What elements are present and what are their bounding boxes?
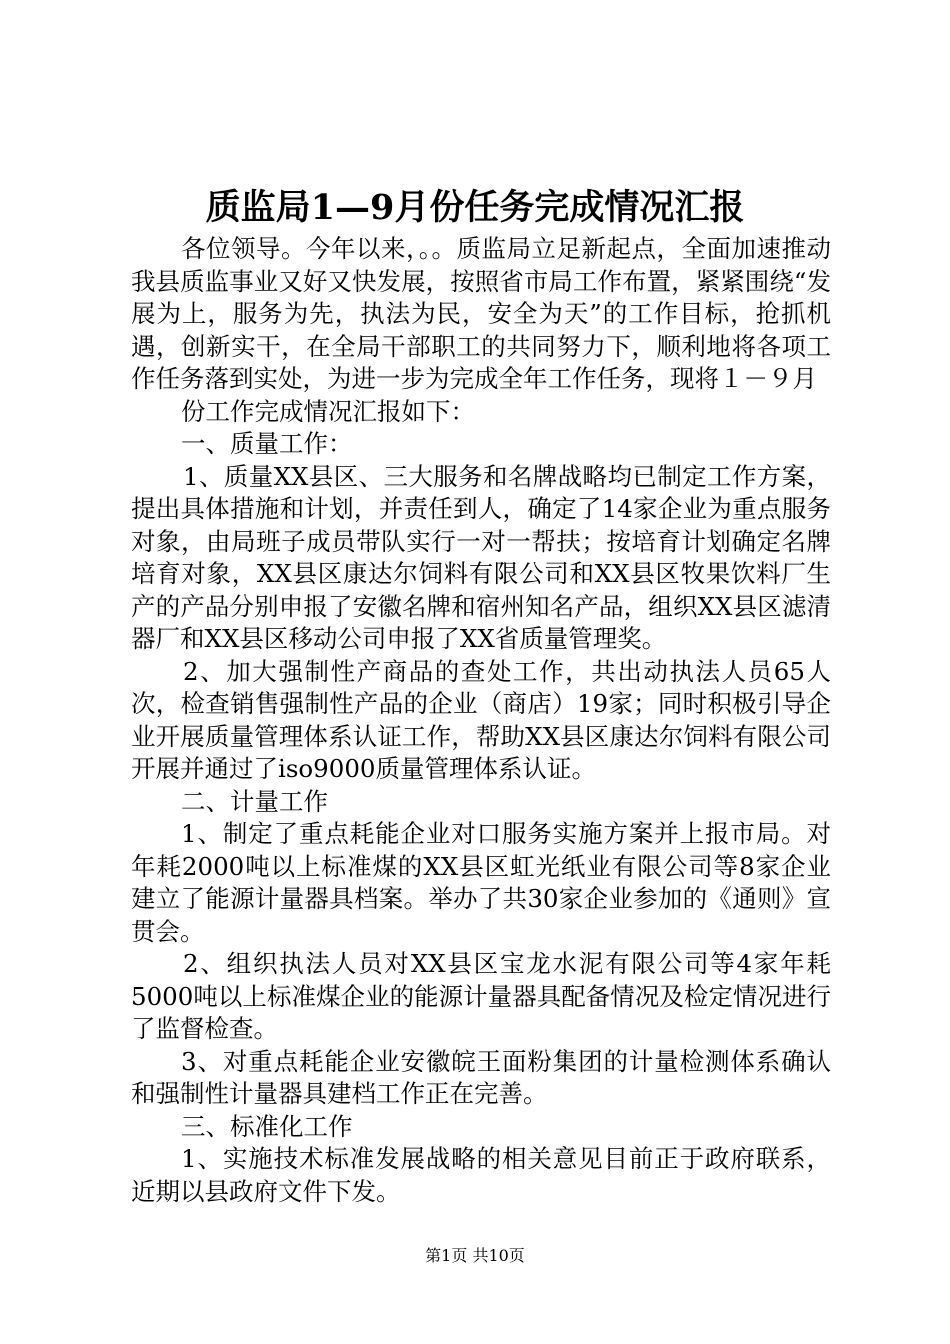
paragraph-intro-continued: 份工作完成情况汇报如下： xyxy=(181,396,475,426)
paragraph-intro: 各位领导。今年以来，。。质监局立足新起点，全面加速推动我县质监事业又好又快发展，按照省市局工作布置，紧紧围绕“发展为上，服务为先，执法为民，安全为天”的工作目标，抢抓机遇，创新实干，在全局干部职工的共同努力下，顺利地将各项工作任务落到实处，为进一步为完成全年工作任务，现将１－９月 xyxy=(131,234,831,393)
document-body xyxy=(131,233,831,1208)
page-footer: 第1页 共10页 xyxy=(425,1246,525,1265)
section-heading-quality: 一、质量工作： xyxy=(181,429,353,458)
section-heading-metrology: 二、计量工作 xyxy=(181,786,328,816)
paragraph-quality-2: 2、加大强制性产商品的查处工作，共出动执法人员65人次，检查销售强制性产品的企业（商店）19家；同时积极引导企业开展质量管理体系认证工作，帮助XX县区康达尔饲料有限公司开展并通过了iso9000质量管理体系认证。 xyxy=(131,656,831,783)
paragraph-quality-1: 1、质量XX县区、三大服务和名牌战略均已制定工作方案，提出具体措施和计划，并责任到人，确定了14家企业为重点服务对象，由局班子成员带队实行一对一帮扶；按培育计划确定名牌培育对象，XX县区康达尔饲料有限公司和XX县区牧果饮料厂生产的产品分别申报了安徽名牌和宿州知名产品，组织XX县区滤清器厂和XX县区移动公司申报了XX省质量管理奖。 xyxy=(131,461,831,653)
paragraph-standardization-1: 1、实施技术标准发展战略的相关意见目前正于政府联系，近期以县政府文件下发。 xyxy=(131,1144,831,1206)
paragraph-metrology-3: 3、对重点耗能企业安徽皖王面粉集团的计量检测体系确认和强制性计量器具建档工作正在完善。 xyxy=(131,1046,831,1108)
paragraph-metrology-1: 1、制定了重点耗能企业对口服务实施方案并上报市局。对年耗2000吨以上标准煤的XX县区虹光纸业有限公司等8家企业建立了能源计量器具档案。举办了共30家企业参加的《通则》宣贯会。 xyxy=(131,819,831,946)
paragraph-metrology-2: 2、组织执法人员对XX县区宝龙水泥有限公司等4家年耗5000吨以上标准煤企业的能源计量器具配备情况及检定情况进行了监督检查。 xyxy=(131,949,831,1043)
document-title: 质监局1—9月份任务完成情况汇报 xyxy=(205,187,745,228)
section-heading-standardization: 三、标准化工作 xyxy=(181,1111,353,1141)
